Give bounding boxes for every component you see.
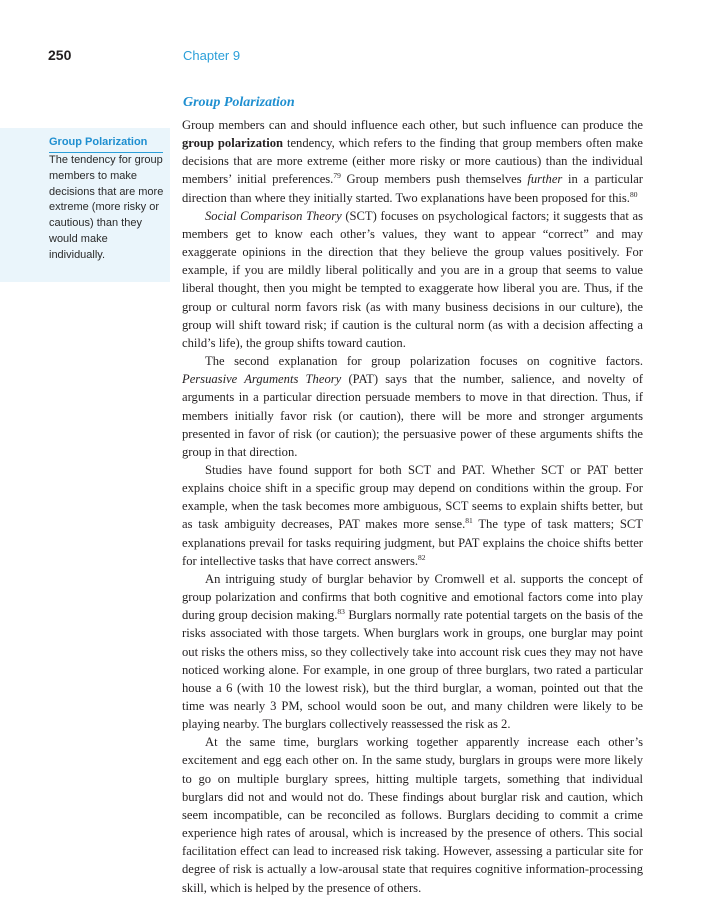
footnote-ref: 79 <box>333 171 341 181</box>
text-run: Burglars normally rate potential targets on the basis of the risks associated with those targets. When burglars work in groups, one burglar may point out risks the others miss, so they collectively take into account risk cues they may not have noticed working alone. For example, in one group of three burglars, two rated a particular house a 6 (with 10 the lowest risk), but the third burglar, a woman, pointed out that the time was nearly 3 PM, school would soon be out, and many children were likely to be playing nearby. The burglars collectively reassessed the risk as 2. <box>182 608 643 732</box>
margin-term: Group Polarization <box>49 136 163 153</box>
body-text <box>182 116 643 897</box>
text-run: (PAT) says that the number, salience, and novelty of arguments in a particular direction persuade members to move in that direction. Thus, if members initially favor risk (or caution), there will be more and stronger arguments presented in favor of risk (or caution); the persuasive power of these arguments shifts the group in that direction. <box>182 372 643 459</box>
emphasis: Social Comparison Theory <box>205 208 342 223</box>
footnote-ref: 83 <box>337 607 345 617</box>
chapter-label: Chapter 9 <box>183 48 241 63</box>
text-run: Studies have found support for both SCT and PAT. Whether SCT or PAT better explains choice shift in a specific group may depend on conditions within the group. For example, when the task becomes more ambiguous, SCT seems to explain shifts better, but as task ambiguity decreases, PAT makes more sense. <box>182 462 643 532</box>
text-run: tendency, which refers to the finding that group members often make decisions that are more extreme (either more risky or more cautious) than the individual members’ initial preferences. <box>182 136 643 187</box>
page-number: 250 <box>48 47 72 63</box>
text-run: Group members can and should influence each other, but such influence can produce the <box>182 118 643 132</box>
key-term: group polarization <box>182 136 283 151</box>
footnote-ref: 80 <box>629 189 638 199</box>
text-run: in a particular direction than where they initially started. Two explanations have been proposed for this. <box>182 172 643 205</box>
text-run: At the same time, burglars working together apparently increase each other’s excitement and egg each other on. In the same study, burglars in groups were more likely to go on multiple burglary sprees, hitting multiple targets, something that individual burglars did not and would not do. These findings about burglar risk and caution, which seem incompatible, can be reconciled as follows. Burglars deciding to commit a crime experience high rates of arousal, which is increased by the presence of others. This social facilitation effect can lead to increased risk taking. However, assessing a particular site for degree of risk is actually a low-arousal state that requires cognitive information-processing skill, which is helped by the presence of others. <box>182 735 643 895</box>
paragraph-4 <box>182 461 643 570</box>
paragraph-3 <box>182 352 643 461</box>
paragraph-6 <box>182 733 643 896</box>
footnote-ref: 81 <box>465 516 473 526</box>
section-title: Group Polarization <box>183 95 295 110</box>
emphasis: further <box>527 172 563 187</box>
text-run: The second explanation for group polarization focuses on cognitive factors. <box>205 354 643 369</box>
text-run: (SCT) focuses on psychological factors; it suggests that as members get to know each other’s values, they want to appear “correct” and may exaggerate opinions in the direction that they believe the group values positively. For example, if you are mildly liberal politically and you are in a group that seems to value liberal thought, then you might be tempted to exaggerate how liberal you are. Thus, if the group or cultural norm favors risk (as with many business decisions in our culture), the group will shift toward risk; if caution is the cultural norm (as with a decision affecting a child’s life), the group shifts toward caution. <box>182 208 643 350</box>
emphasis: Persuasive Arguments Theory <box>182 372 342 387</box>
text-run: The type of task matters; SCT explanations prevail for tasks requiring judgment, but PAT explains the choice shifts better for intellective tasks that have correct answers. <box>182 517 643 568</box>
paragraph-5 <box>182 570 643 733</box>
text-run: An intriguing study of burglar behavior by Cromwell et al. supports the concept of group polarization and confirms that both cognitive and emotional factors come into play during group decision making. <box>182 571 643 623</box>
text-run: Group members push themselves <box>340 172 528 187</box>
paragraph-1 <box>182 116 643 207</box>
footnote-ref: 82 <box>418 552 426 562</box>
paragraph-2 <box>182 207 643 352</box>
margin-definition: The tendency for group members to make decisions that are more extreme (more risky or cautious) than they would make individually. <box>49 154 164 261</box>
